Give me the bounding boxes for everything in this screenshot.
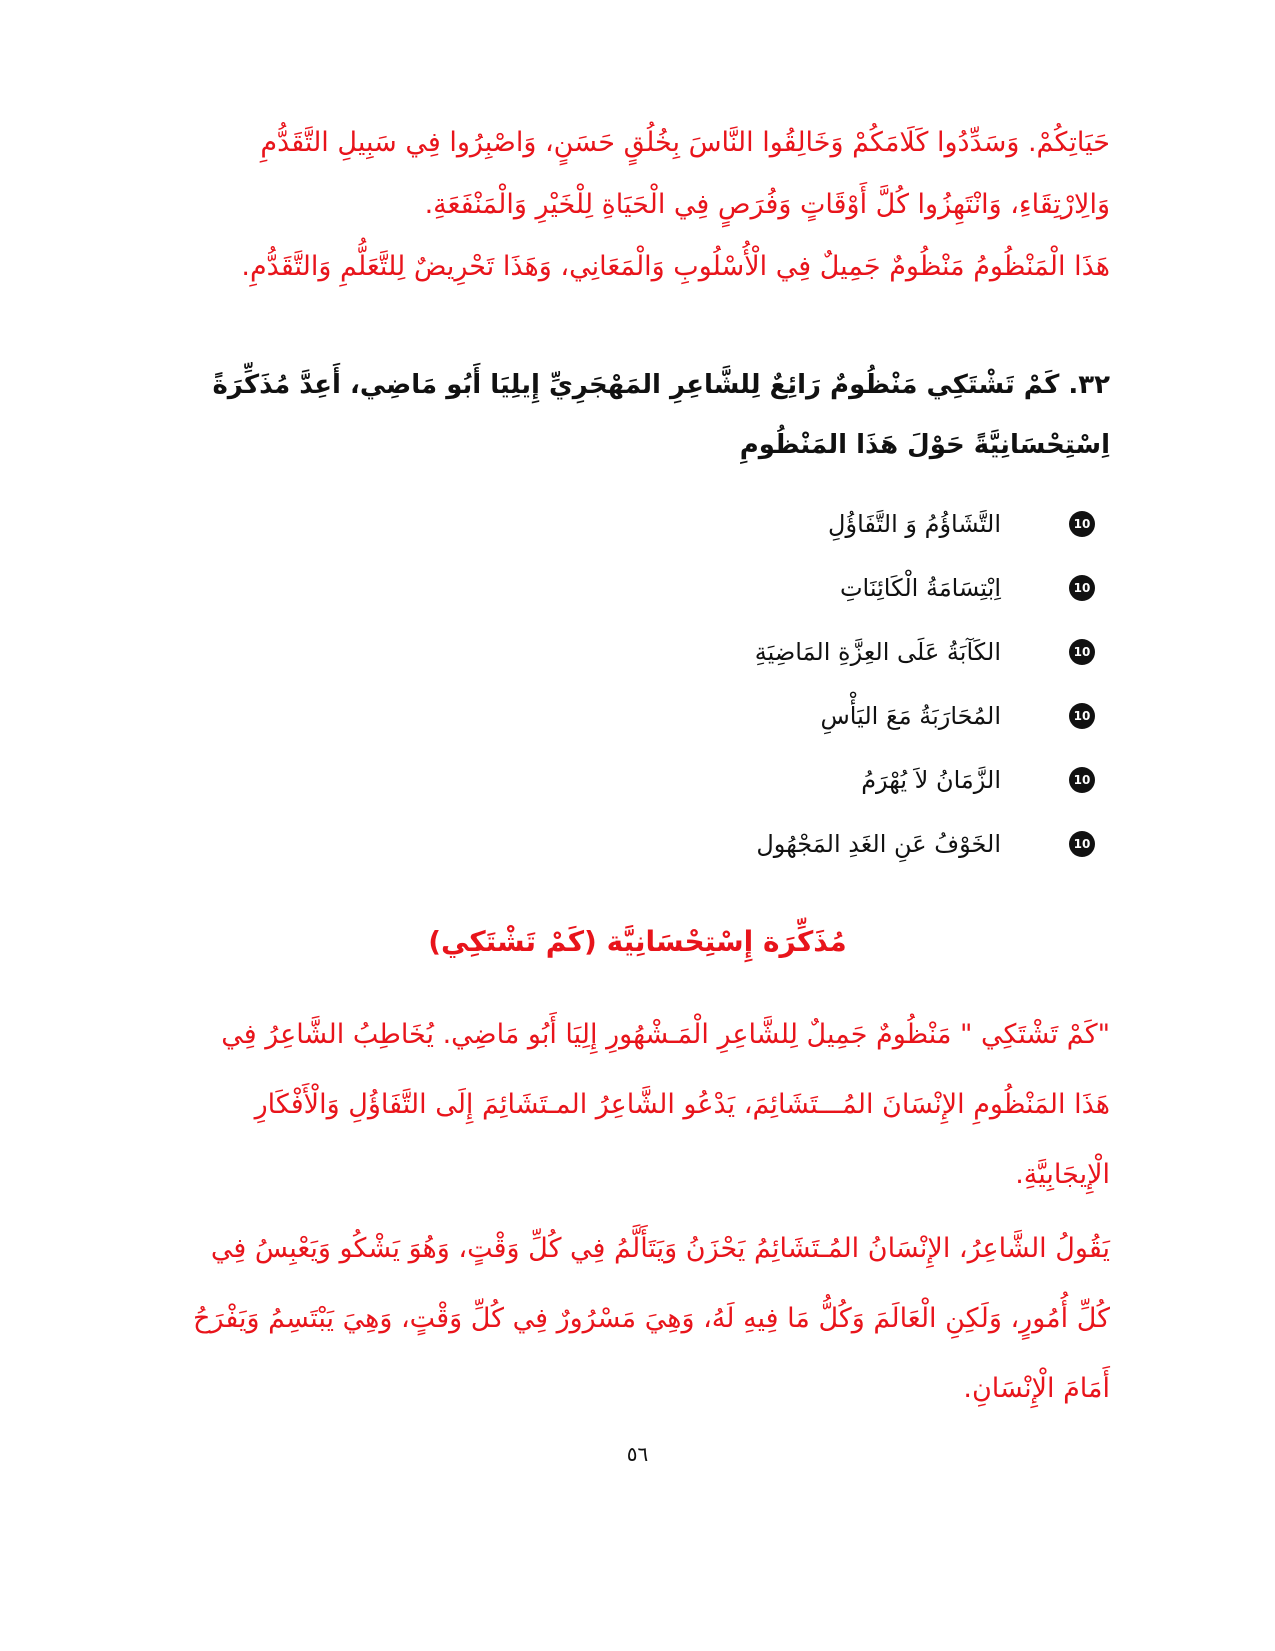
- list-item: [495, 748, 1095, 812]
- paragraph-line: أَمَامَ الْإِنْسَانِ.: [963, 1373, 1110, 1404]
- body-paragraph: [158, 1000, 1110, 1210]
- paragraph-line: وَالِارْتِقَاءِ، وَانْتَهِزُوا كُلَّ أَوْقَاتٍ وَفُرَصٍ فِي الْحَيَاةِ لِلْخَيْرِ وَالْمَنْفَعَةِ.: [424, 189, 1110, 220]
- topic-label: اِبْتِسَامَةُ الْكَائِنَاتِ: [839, 574, 1001, 602]
- paragraph-line: هَذَا المَنْظُومِ الإِنْسَانَ المُـــتَشَائِمَ، يَدْعُو الشَّاعِرُ المـتَشَائِمَ إِلَى التَّفَاؤُلِ وَالْأَفْكَارِ: [254, 1089, 1110, 1120]
- paragraph-line: الْإِيجَابِيَّةِ.: [1015, 1159, 1110, 1190]
- paragraph-line: كُلِّ أُمُورٍ، وَلَكِنِ الْعَالَمَ وَكُلُّ مَا فِيهِ لَهُ، وَهِيَ مَسْرُورٌ فِي كُلِّ وَقْتٍ، وَهِيَ يَبْتَسِمُ وَيَفْرَحُ: [193, 1303, 1110, 1334]
- paragraph-line: حَيَاتِكُمْ. وَسَدِّدُوا كَلَامَكُمْ وَخَالِقُوا النَّاسَ بِخُلُقٍ حَسَنٍ، وَاصْبِرُوا فِي سَبِيلِ التَّقَدُّمِ: [260, 127, 1110, 158]
- paragraph-line: "كَمْ تَشْتَكِي " مَنْظُومٌ جَمِيلٌ لِلشَّاعِرِ الْمَـشْهُورِ إِلِيَا أَبُو مَاضِي. يُخَاطِبُ الشَّاعِرُ فِي: [221, 1019, 1110, 1050]
- list-item: [495, 492, 1095, 556]
- list-item: [495, 556, 1095, 620]
- list-item: [495, 684, 1095, 748]
- topic-label: المُحَارَبَةُ مَعَ اليَأْسِ: [820, 702, 1001, 730]
- section-title: مُذَكِّرَة إِسْتِحْسَانِيَّة (كَمْ تَشْتَكِي): [428, 925, 847, 958]
- numbered-bullet-icon: 10: [1069, 639, 1095, 665]
- question: [158, 355, 1110, 475]
- numbered-bullet-icon: 10: [1069, 703, 1095, 729]
- topic-label: الخَوْفُ عَنِ الغَدِ المَجْهُول: [756, 830, 1001, 858]
- question-line: اِسْتِحْسَانِيَّةً حَوْلَ هَذَا المَنْظُومِ: [739, 430, 1110, 460]
- numbered-bullet-icon: 10: [1069, 767, 1095, 793]
- list-item: [495, 620, 1095, 684]
- topic-label: الزَّمَانُ لاَ يُهْرَمُ: [861, 766, 1001, 794]
- paragraph-line: يَقُولُ الشَّاعِرُ، الإِنْسَانُ المُـتَشَائِمُ يَحْزَنُ وَيَتَأَلَّمُ فِي كُلِّ وَقْتٍ، وَهُوَ يَشْكُو وَيَعْبِسُ فِي: [210, 1233, 1110, 1264]
- numbered-bullet-icon: 10: [1069, 831, 1095, 857]
- numbered-bullet-icon: 10: [1069, 511, 1095, 537]
- top-paragraph: [158, 112, 1110, 298]
- topic-label: الكَآبَةُ عَلَى العِزَّةِ المَاضِيَةِ: [754, 638, 1001, 666]
- topic-label: التَّشَاؤُمُ وَ التَّفَاؤُلِ: [828, 510, 1001, 538]
- page-number: ٥٦: [626, 1442, 649, 1466]
- question-line: ٣٢. كَمْ تَشْتَكِي مَنْظُومٌ رَائِعٌ لِلشَّاعِرِ المَهْجَرِيِّ إِيلِيَا أَبُو مَاضِي، أَعِدَّ مُذَكِّرَةً: [212, 370, 1110, 400]
- paragraph-line: هَذَا الْمَنْظُومُ مَنْظُومٌ جَمِيلٌ فِي الْأُسْلُوبِ وَالْمَعَانِي، وَهَذَا تَحْرِيضٌ لِلتَّعَلُّمِ وَالتَّقَدُّمِ.: [241, 251, 1110, 282]
- body-paragraph: [158, 1214, 1110, 1424]
- numbered-bullet-icon: 10: [1069, 575, 1095, 601]
- topics-list: [495, 492, 1095, 876]
- list-item: [495, 812, 1095, 876]
